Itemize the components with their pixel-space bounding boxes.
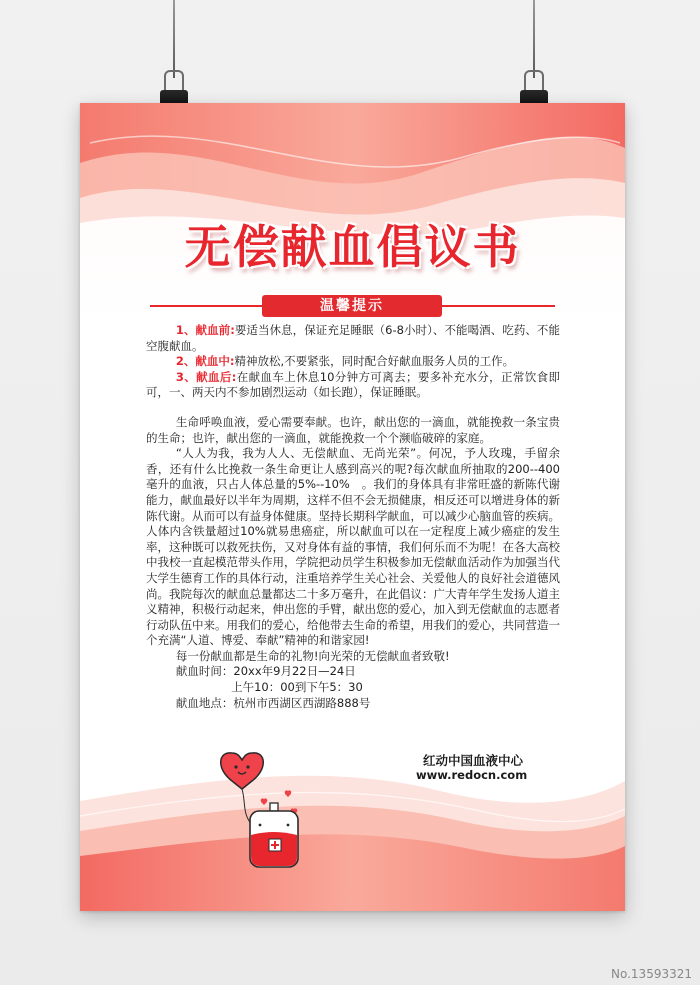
tip-item: 3、献血后:在献血车上休息10分钟方可离去；要多补充水分，正常饮食即可，一、两天内不参加剧烈运动（如长跑），保证睡眠。 xyxy=(146,369,560,400)
image-id-watermark: No.13593321 xyxy=(611,967,692,981)
blood-bag-balloon-icon xyxy=(212,743,312,873)
schedule-hours: 上午10：00到下午5：30 xyxy=(231,680,363,695)
poster xyxy=(80,103,625,911)
paragraph: 生命呼唤血液，爱心需要奉献。也许，献出您的一滴血，就能挽救一条宝贵的生命；也许，献出您的一滴血，就能挽救一个个濒临破碎的家庭。 xyxy=(146,414,560,445)
bottom-wave-decoration xyxy=(80,721,625,911)
right-wire xyxy=(533,0,535,78)
body-text xyxy=(146,323,560,711)
tip-badge: 温馨提示 xyxy=(262,295,442,317)
organizer-website: www.redocn.com xyxy=(416,768,528,782)
organizer-name: 红动中国血液中心 xyxy=(423,753,524,768)
paragraph: “人人为我，我为人人、无偿献血、无尚光荣”。何况，予人玫瑰，手留余香，还有什么比挽救一条生命更让人感到高兴的呢?每次献血所抽取的200--400毫升的血液，只占人体总量的5%--10% 。我们的身体具有非常旺盛的新陈代谢能力，献血最好以半年为周期，这样不但不会无损健康，相反还可以增进身体的新陈代谢。从而可以有益身体健康。坚持长期科学献血，可以减少心脑血管的疾病。人体内含铁量超过10%就易患癌症，所以献血可以在一定程度上减少癌症的发生率，这种既可以救死扶伤，又对身体有益的事情，我们何乐而不为呢！在各大高校中我校一直起模范带头作用，学院把动员学生积极参加无偿献血活动作为加强当代大学生德育工作的具体行动，注重培养学生关心社会、关爱他人的良好社会道德风尚。我院每次的献血总量都达二十多万毫升，在此倡议：广大青年学生发扬人道主义精神，积极行动起来，伸出您的手臂，献出您的爱心，加入到无偿献血的志愿者行动队伍中来。用我们的爱心，给他带去生命的希望，用我们的爱心，共同营造一个充满“人道、博爱、奉献”精神的和谐家园! xyxy=(146,446,560,648)
schedule-time: 献血时间：20xx年9月22日—24日 xyxy=(175,664,356,679)
tip-item: 2、献血中:精神放松,不要紧张，同时配合好献血服务人员的工作。 xyxy=(175,354,515,369)
schedule-place: 献血地点：杭州市西湖区西湖路888号 xyxy=(175,695,371,710)
paragraph: 每一份献血都是生命的礼物!向光荣的无偿献血者致敬! xyxy=(175,648,450,663)
tip-item: 1、献血前:要适当休息，保证充足睡眠（6-8小时）、不能喝酒、吃药、不能空腹献血。 xyxy=(146,323,560,353)
poster-title: 无偿献血倡议书 xyxy=(184,220,521,274)
left-wire xyxy=(173,0,175,78)
